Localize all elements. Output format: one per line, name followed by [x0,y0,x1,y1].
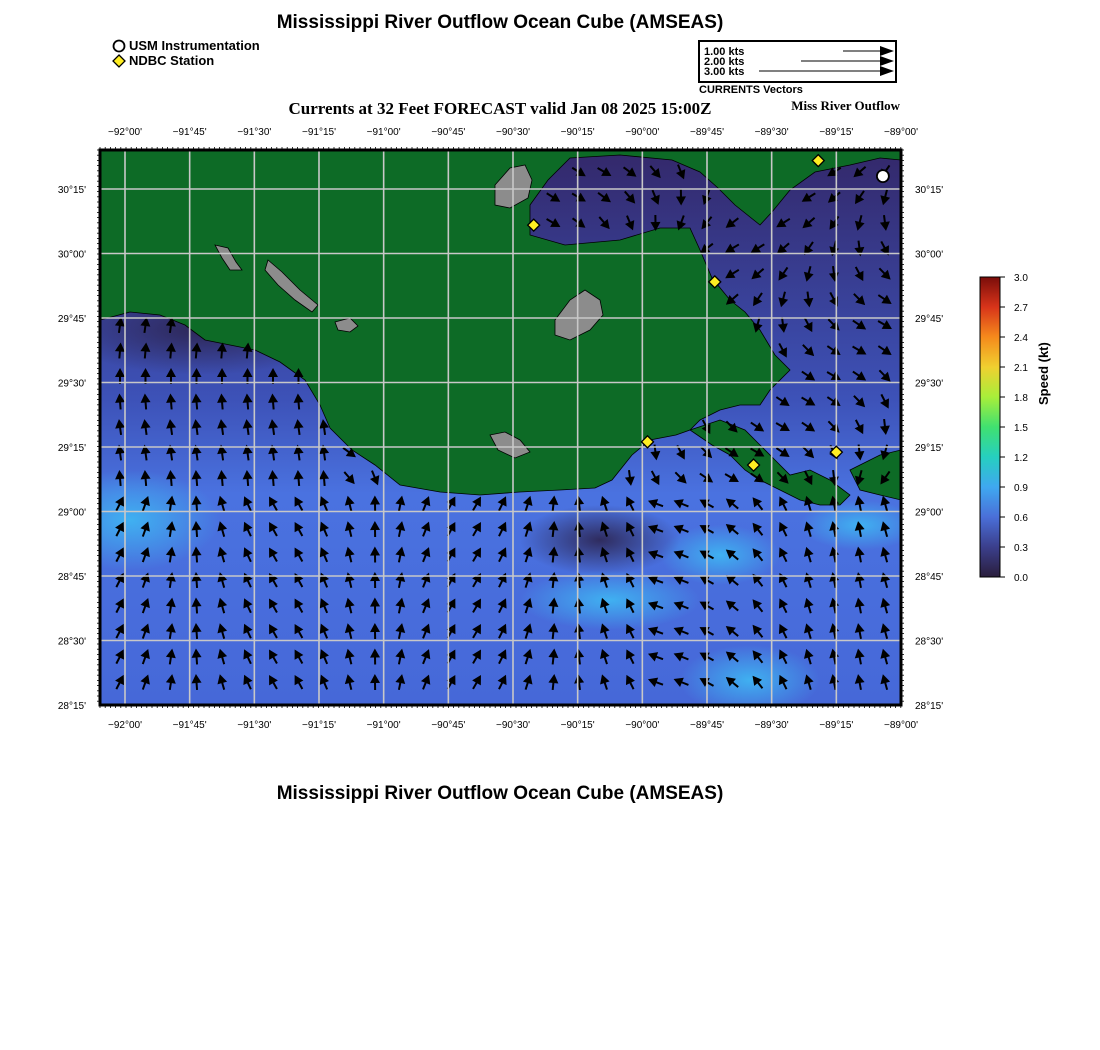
lat-label: 29°15' [57,443,86,454]
slow-current-area [520,505,680,575]
legend-usm-label: USM Instrumentation [129,38,260,53]
lon-label: −91°45' [172,127,207,138]
lat-label: 28°30' [915,636,944,648]
lon-labels-bottom [108,720,918,731]
lon-label: −91°30' [237,720,272,731]
lat-label: 30°00' [57,249,86,261]
bottom-title: Mississippi River Outflow Ocean Cube (AMSEAS) [276,783,724,804]
lon-label: −90°45' [431,720,466,731]
lat-label: 28°45' [57,572,86,583]
lat-labels-right [915,185,943,712]
lat-labels-left [58,185,86,712]
colorbar-tick-label: 0.3 [1014,543,1028,554]
colorbar-tick-label: 2.7 [1014,303,1028,314]
lat-label: 29°45' [57,314,86,325]
scale-row-3: 3.00 kts [704,66,745,78]
colorbar-tick-label: 0.6 [1014,513,1028,524]
fast-current-area [520,570,700,630]
lat-label: 30°15' [57,185,86,196]
lon-label: −91°15' [302,720,336,731]
lon-label: −90°15' [560,720,595,731]
colorbar-ticks [1000,273,1028,584]
lon-label: −90°30' [496,720,530,731]
lon-label: −89°00' [884,720,918,731]
lat-label: 29°30' [57,378,86,390]
lat-label: 30°00' [915,249,944,261]
lon-label: −89°15' [819,720,854,731]
colorbar-tick-label: 1.2 [1014,453,1028,464]
lat-label: 28°30' [57,636,86,648]
region-label: Miss River Outflow [791,98,900,113]
lon-label: −92°00' [108,127,142,138]
lat-label: 28°15' [57,701,86,712]
lat-label: 30°15' [915,185,944,196]
lon-label: −91°00' [366,720,401,731]
scale-row-2: 2.00 kts [704,56,745,68]
lat-label: 29°00' [915,507,944,519]
lon-label: −89°30' [754,127,789,138]
lat-label: 29°45' [915,314,944,325]
forecast-subtitle: Currents at 32 Feet FORECAST valid Jan 08 2025 15:00Z [288,99,712,118]
lat-label: 29°00' [57,507,86,519]
lon-label: −89°15' [819,127,854,138]
colorbar-tick-label: 3.0 [1014,273,1028,284]
lon-label: −89°30' [754,720,789,731]
colorbar-tick-label: 1.5 [1014,423,1028,434]
colorbar-scale [980,277,1000,577]
colorbar-tick-label: 1.8 [1014,393,1028,404]
lon-label: −90°00' [625,720,660,731]
colorbar-tick-label: 0.0 [1014,573,1028,584]
lon-label: −92°00' [108,720,142,731]
lon-label: −90°00' [625,127,660,138]
legend-ndbc-label: NDBC Station [129,53,215,68]
scale-row-1: 1.00 kts [704,46,745,58]
lon-label: −89°45' [690,127,724,138]
colorbar-label: Speed (kt) [1036,342,1051,405]
lon-label: −89°00' [884,127,918,138]
lon-label: −91°30' [237,127,272,138]
colorbar-tick-label: 0.9 [1014,483,1028,494]
colorbar-tick-label: 2.1 [1014,363,1028,374]
lat-label: 29°30' [915,378,944,390]
lon-label: −90°45' [431,127,466,138]
colorbar-tick-label: 2.4 [1014,333,1028,344]
lon-label: −91°00' [366,127,401,138]
lon-labels-top [108,127,918,138]
lon-label: −91°45' [172,720,207,731]
scale-caption: CURRENTS Vectors [699,84,803,96]
speed-colorbar [975,270,1055,590]
lon-label: −90°15' [560,127,595,138]
usm-station-icon[interactable] [877,170,889,182]
lat-label: 29°15' [915,443,944,454]
lon-label: −91°15' [302,127,336,138]
lon-label: −90°30' [496,127,530,138]
map-title: Mississippi River Outflow Ocean Cube (AMSEAS) [276,12,724,33]
lat-label: 28°45' [915,572,944,583]
lat-label: 28°15' [915,701,944,712]
lon-label: −89°45' [690,720,724,731]
